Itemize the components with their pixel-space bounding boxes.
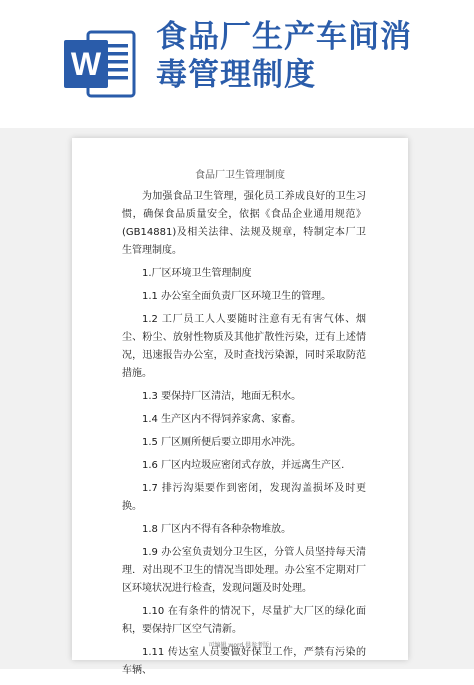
document-title: 食品厂卫生管理制度 <box>195 170 285 181</box>
word-logo-letter: W <box>70 46 102 82</box>
paragraph: 1.10 在有条件的情况下，尽量扩大厂区的绿化面积，要保持厂区空气清新。 <box>122 606 366 635</box>
paragraph: 1.6 厂区内垃圾应密闭式存放，并远离生产区. <box>142 460 345 471</box>
paragraph: 1.3 要保持厂区清洁，地面无积水。 <box>142 391 302 402</box>
paragraph: 1.7 排污沟渠要作到密闭，发现沟盖损坏及时更换。 <box>122 483 366 512</box>
banner-title <box>156 18 466 94</box>
paragraph: 1.8 厂区内不得有各种杂物堆放。 <box>142 524 292 535</box>
paragraph: 1.4 生产区内不得饲养家禽、家畜。 <box>142 414 302 425</box>
document-footer: 可编辑 word,供参考版! <box>208 642 272 649</box>
paragraph: 1.11 传达室人员要做好保卫工作，严禁有污染的车辆、 <box>122 647 366 676</box>
banner-title-line-1: 食品厂生产车间消 <box>156 19 412 55</box>
word-logo-icon <box>62 26 138 102</box>
paragraph: 1.2 工厂员工人人要随时注意有无有害气体、烟尘、粉尘、放射性物质及其他扩散性污染，迂有上述情况，迅速报告办公室，及时查找污染源，同时采取防范措施。 <box>122 314 366 379</box>
banner <box>0 0 474 128</box>
document-body <box>122 188 366 685</box>
paragraph: 1.9 办公室负责划分卫生区，分管人员坚持每天清理．对出现不卫生的情况当即处理。办公室不定期对厂区环境状况进行检查，发现问题及时处理。 <box>122 547 366 594</box>
paragraph: 1.厂区环境卫生管理制度 <box>142 268 252 279</box>
banner-title-line-2: 毒管理制度 <box>156 57 316 93</box>
paragraph: 为加强食品卫生管理，强化员工养成良好的卫生习惯，确保食品质量安全，依据《食品企业通用规范》(GB14881)及相关法律、法规及规章，特制定本厂卫生管理制度。 <box>122 191 366 256</box>
paragraph: 1.5 厂区厕所便后要立即用水冲洗。 <box>142 437 302 448</box>
paragraph: 1.1 办公室全面负责厂区环境卫生的管理。 <box>142 291 332 302</box>
document-page <box>72 138 408 676</box>
